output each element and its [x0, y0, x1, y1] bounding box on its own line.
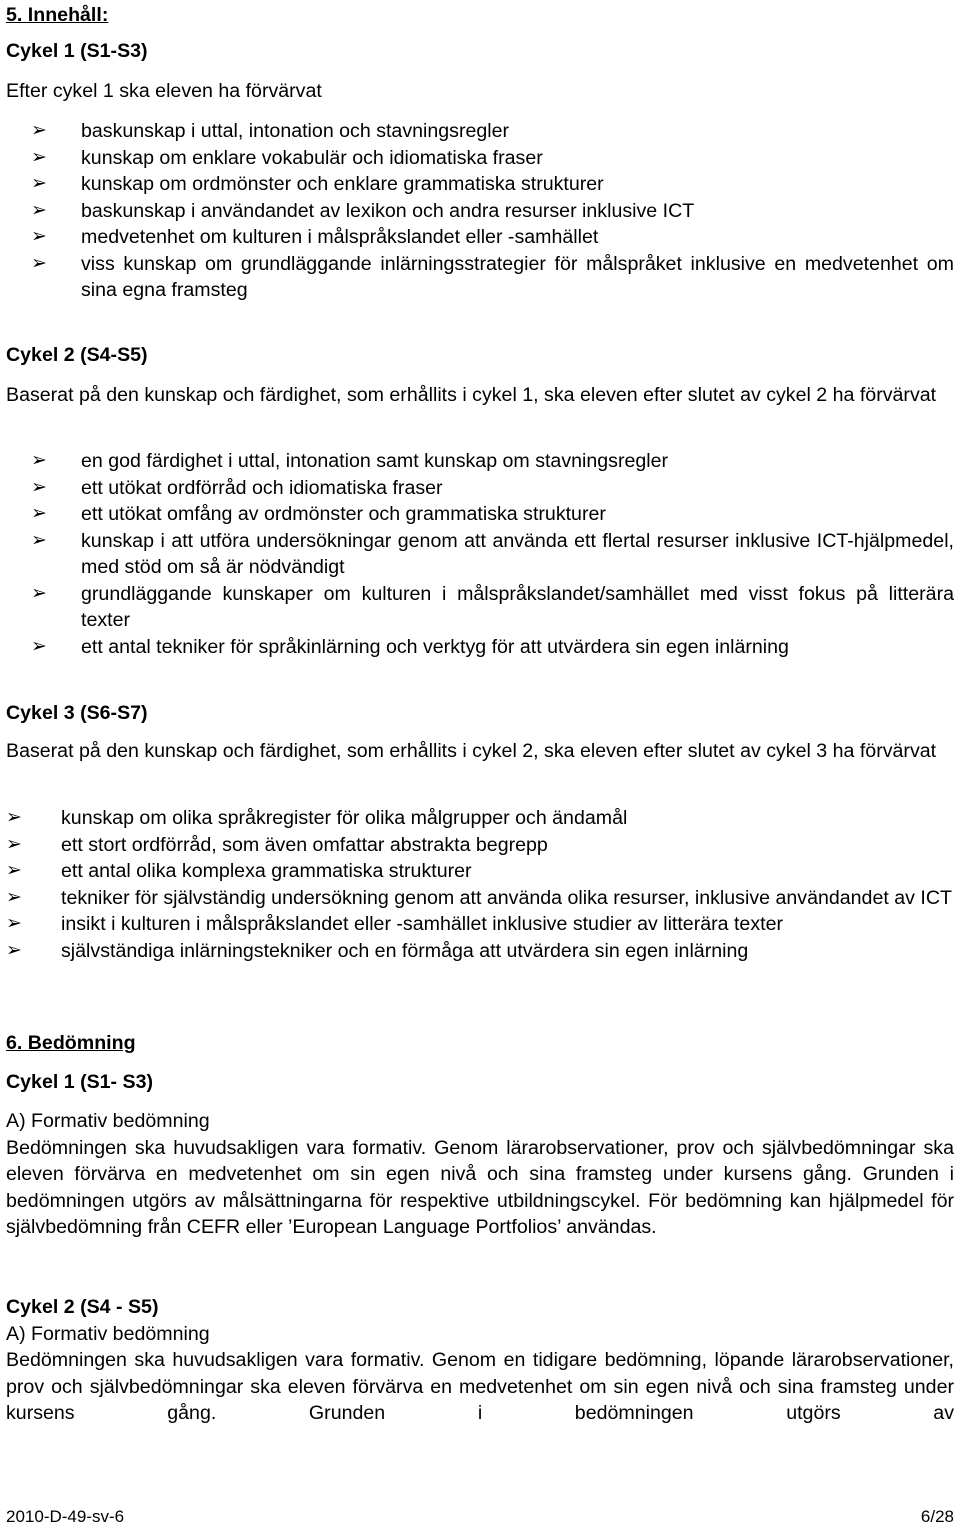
- cycle-2-intro-block: [6, 382, 954, 409]
- list-item: ➢ baskunskap i användandet av lexikon och andra resurser inklusive ICT: [6, 198, 954, 225]
- arrowhead-bullet-icon: ➢: [31, 635, 47, 657]
- arrowhead-bullet-icon: ➢: [6, 886, 22, 908]
- assessment-cycle-1-text: Bedömningen ska huvudsakligen vara formativ. Genom lärarobservationer, prov och självbedömningar ska eleven förvärva en medvetenhet om sin egen nivå och sina framsteg under kursens gång. Grunden i bedömningen utgörs av målsättningarna för respektive utbildningscykel. För bedömning kan hjälpmedel för självbedömning från CEFR eller ’European Language Portfolios’ användas.: [6, 1136, 954, 1238]
- list-item: ➢ ett antal olika komplexa grammatiska strukturer: [6, 858, 954, 885]
- arrowhead-bullet-icon: ➢: [31, 582, 47, 604]
- arrowhead-bullet-icon: ➢: [31, 450, 47, 471]
- cycle-3-intro: Baserat på den kunskap och färdighet, som erhållits i cykel 2, ska eleven efter slutet av cykel 3 ha förvärvat: [6, 740, 937, 762]
- list-item: ➢ kunskap om enklare vokabulär och idiomatiska fraser: [6, 145, 954, 172]
- list-item: ➢ grundläggande kunskaper om kulturen i målspråkslandet/samhället med visst fokus på litterära texter: [31, 582, 954, 631]
- section-5-title: 5. Innehåll:: [6, 4, 109, 26]
- cycle-3-list-block: [6, 805, 954, 964]
- cycle-1-intro-block: [6, 78, 954, 105]
- list-item: ➢ kunskap om olika språkregister för olika målgrupper och ändamål: [6, 805, 954, 832]
- list-item: ➢ självständiga inlärningstekniker och en förmåga att utvärdera sin egen inlärning: [6, 938, 954, 965]
- arrowhead-bullet-icon: ➢: [6, 913, 22, 934]
- arrowhead-bullet-icon: ➢: [31, 173, 47, 194]
- arrowhead-bullet-icon: ➢: [31, 120, 47, 141]
- list-item: ➢ viss kunskap om grundläggande inlärningsstrategier för målspråket inklusive en medvetenhet om sina egna framsteg: [31, 252, 954, 301]
- assessment-cycle-1-heading: Cykel 1 (S1- S3): [6, 1071, 154, 1093]
- list-item: ➢ baskunskap i uttal, intonation och stavningsregler: [6, 118, 954, 145]
- list-item: ➢ kunskap i att utföra undersökningar genom att använda ett flertal resurser inklusive ICT-hjälpmedel, med stöd om så är nödvändigt: [31, 529, 954, 578]
- cycle-2-list-block: [6, 448, 954, 660]
- assessment-cycle-2-body: [6, 1294, 954, 1427]
- list-item: ➢ tekniker för självständig undersökning genom att använda olika resurser, inklusive användandet av ICT: [6, 885, 954, 912]
- arrowhead-bullet-icon: ➢: [6, 860, 22, 881]
- cycle-1-heading: Cykel 1 (S1-S3): [6, 40, 148, 62]
- arrowhead-bullet-icon: ➢: [31, 146, 47, 168]
- list-item: ➢ insikt i kulturen i målspråkslandet eller -samhället inklusive studier av litterära texter: [6, 911, 954, 938]
- cycle-2-heading: Cykel 2 (S4-S5): [6, 344, 148, 366]
- arrowhead-bullet-icon: ➢: [31, 199, 47, 221]
- assessment-cycle-2-text: Bedömningen ska huvudsakligen vara formativ. Genom en tidigare bedömning, löpande lärarobservationer, prov och självbedömningar ska eleven förvärva en medvetenhet om sin egen nivå och sina framsteg under kursens gång. Grunden i bedömningen utgörs av: [6, 1349, 954, 1424]
- cycle-3-intro-block: [6, 738, 954, 765]
- list-item: ➢ ett stort ordförråd, som även omfattar abstrakta begrepp: [6, 832, 954, 859]
- arrowhead-bullet-icon: ➢: [6, 939, 22, 961]
- arrowhead-bullet-icon: ➢: [6, 807, 22, 828]
- cycle-1-list-block: [6, 118, 954, 304]
- list-item: ➢ ett antal tekniker för språkinlärning och verktyg för att utvärdera sin egen inlärning: [6, 634, 954, 661]
- list-item: ➢ medvetenhet om kulturen i målspråkslandet eller -samhället: [6, 224, 954, 251]
- list-item: ➢ ett utökat omfång av ordmönster och grammatiska strukturer: [6, 501, 954, 528]
- assessment-cycle-2-heading: Cykel 2 (S4 - S5): [6, 1296, 159, 1318]
- cycle-2-heading-block: [6, 342, 954, 369]
- footer-page-number: 6/28: [920, 1507, 954, 1526]
- cycle-3-heading: Cykel 3 (S6-S7): [6, 702, 148, 724]
- arrowhead-bullet-icon: ➢: [31, 252, 47, 274]
- list-item: ➢ en god färdighet i uttal, intonation samt kunskap om stavningsregler: [6, 448, 954, 475]
- cycle-1-list: [6, 118, 954, 304]
- cycle-3-heading-block: [6, 700, 954, 727]
- cycle-1-intro: Efter cykel 1 ska eleven ha förvärvat: [6, 80, 322, 102]
- section-6-title-block: [6, 1030, 954, 1057]
- assessment-cycle-2-subheading: A) Formativ bedömning: [6, 1322, 210, 1345]
- arrowhead-bullet-icon: ➢: [6, 833, 22, 855]
- footer-doc-id: 2010-D-49-sv-6: [6, 1507, 125, 1526]
- list-item: ➢ kunskap om ordmönster och enklare grammatiska strukturer: [6, 171, 954, 198]
- assessment-cycle-1-body: [6, 1108, 954, 1241]
- assessment-cycle-1-heading-block: [6, 1069, 954, 1096]
- assessment-cycle-1-subheading: A) Formativ bedömning: [6, 1110, 210, 1132]
- arrowhead-bullet-icon: ➢: [31, 476, 47, 498]
- cycle-2-intro: Baserat på den kunskap och färdighet, som erhållits i cykel 1, ska eleven efter slutet av cykel 2 ha förvärvat: [6, 384, 937, 406]
- arrowhead-bullet-icon: ➢: [31, 226, 47, 247]
- arrowhead-bullet-icon: ➢: [31, 503, 47, 524]
- arrowhead-bullet-icon: ➢: [31, 529, 47, 551]
- list-item: ➢ ett utökat ordförråd och idiomatiska fraser: [6, 475, 954, 502]
- cycle-2-list: [6, 448, 954, 660]
- cycle-3-list: [6, 805, 954, 964]
- section-6-title: 6. Bedömning: [6, 1032, 136, 1054]
- cycle-1-section: [6, 38, 954, 65]
